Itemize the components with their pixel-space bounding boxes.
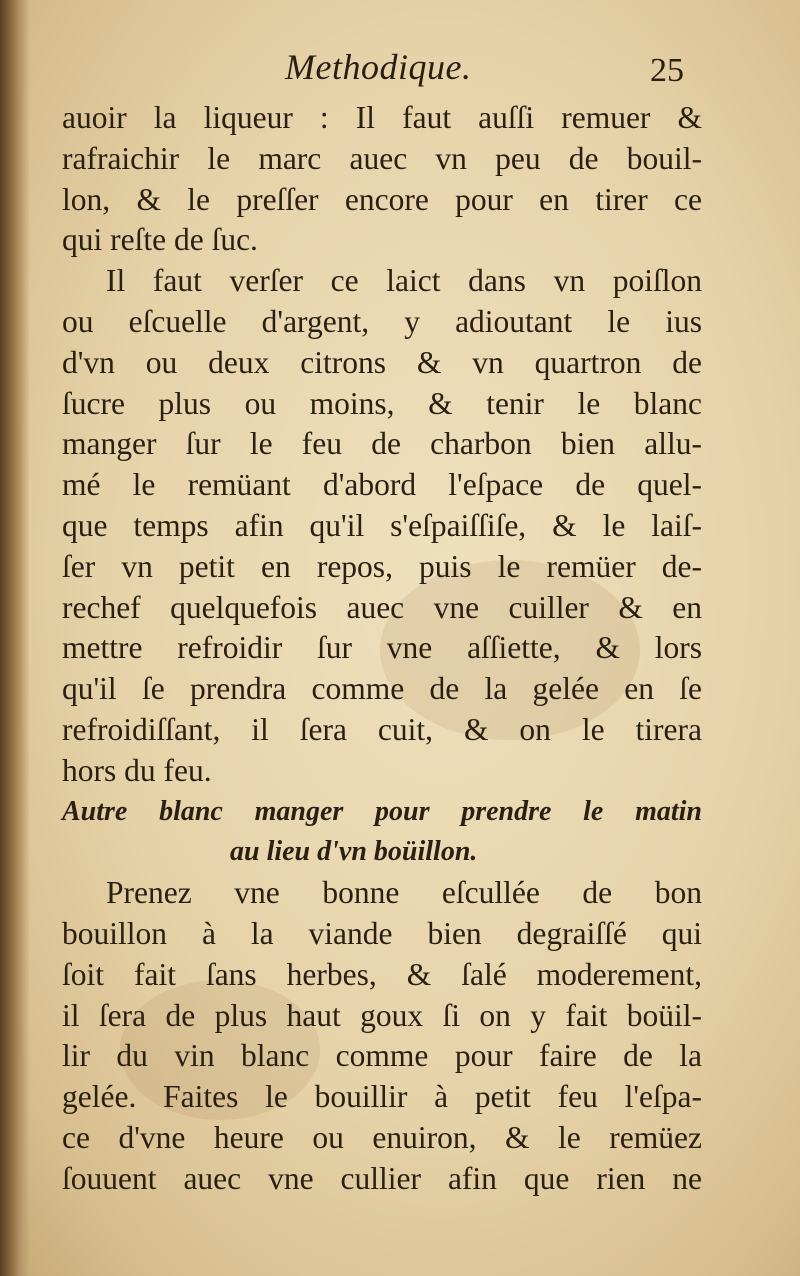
book-gutter (0, 0, 30, 1276)
text-line: ſer vn petit en repos, puis le remüer de- (62, 548, 702, 584)
running-title: Methodique. (285, 47, 472, 87)
text-line: il ſera de plus haut goux ſi on y fait boüil- (62, 997, 702, 1033)
text-line: hors du feu. (62, 752, 212, 788)
text-line: mé le remüant d'abord l'eſpace de quel- (62, 467, 702, 503)
page-body (62, 98, 702, 1200)
recipe-title: Autre blanc manger pour prendre le matin (62, 795, 702, 827)
text-line: Prenez vne bonne eſcullée de bon (106, 875, 702, 911)
text-line: lir du vin blanc comme pour faire de la (62, 1038, 702, 1074)
page-header (0, 46, 800, 96)
text-line: d'vn ou deux citrons & vn quartron de (62, 344, 702, 380)
recipe-title-continued: au lieu d'vn boüillon. (230, 836, 478, 868)
text-line: que temps afin qu'il s'eſpaiſſiſe, & le laiſ- (62, 507, 702, 543)
text-line: ou eſcuelle d'argent, y adioutant le ius (62, 303, 702, 339)
text-line: ſucre plus ou moins, & tenir le blanc (62, 385, 702, 421)
text-line: rafraichir le marc auec vn peu de bouil- (62, 140, 702, 176)
text-line: ſouuent auec vne cullier afin que rien ne (62, 1160, 702, 1196)
text-line: auoir la liqueur : Il faut auſſi remuer & (62, 100, 702, 135)
text-line: Il faut verſer ce laict dans vn poiſlon (106, 263, 702, 299)
text-line: qui reſte de ſuc. (62, 222, 258, 258)
text-line: refroidiſſant, il ſera cuit, & on le tirera (62, 711, 702, 747)
text-line: manger ſur le feu de charbon bien allu- (62, 426, 702, 462)
text-line: qu'il ſe prendra comme de la gelée en ſe (62, 671, 702, 707)
text-line: bouillon à la viande bien degraiſſé qui (62, 915, 702, 951)
text-line: rechef quelquefois auec vne cuiller & en (62, 589, 702, 625)
text-line: ſoit fait ſans herbes, & ſalé moderement, (62, 956, 702, 992)
text-line: ce d'vne heure ou enuiron, & le remüez (62, 1119, 702, 1155)
text-line: gelée. Faites le bouillir à petit feu l'eſpa- (62, 1079, 702, 1115)
page-number: 25 (650, 52, 684, 89)
text-line: lon, & le preſſer encore pour en tirer ce (62, 181, 702, 217)
text-line: mettre refroidir ſur vne aſſiette, & lors (62, 630, 702, 666)
